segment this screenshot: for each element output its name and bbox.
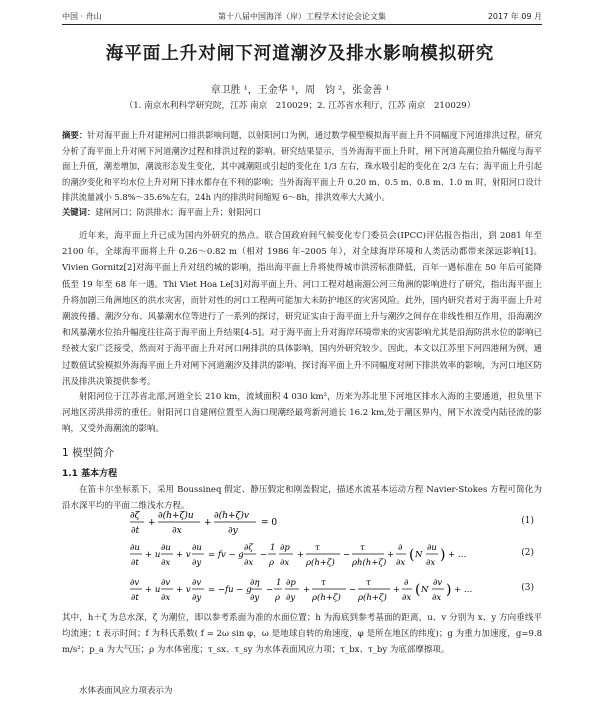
- header-date: 2017 年 09 月: [487, 12, 542, 21]
- svg-text:N: N: [415, 550, 423, 560]
- abstract: [62, 128, 542, 206]
- svg-text:): ): [440, 547, 446, 563]
- svg-text:∂x: ∂x: [161, 558, 171, 568]
- abstract-label: 摘要：: [62, 130, 88, 140]
- svg-text:+: +: [204, 518, 212, 528]
- svg-text:∂y: ∂y: [192, 593, 202, 603]
- svg-text:∂x: ∂x: [402, 593, 412, 603]
- equation-x-momentum: [130, 540, 538, 570]
- svg-text:∂v: ∂v: [161, 578, 171, 588]
- svg-text:∂x: ∂x: [280, 558, 290, 568]
- svg-text:∂y: ∂y: [228, 526, 238, 536]
- svg-text:+: +: [297, 550, 305, 560]
- svg-text:+ v: + v: [176, 550, 191, 560]
- svg-text:ρ(h+ζ): ρ(h+ζ): [306, 558, 335, 568]
- equation-continuity: [130, 508, 538, 538]
- wind-stress-intro: 水体表面风应力项表示为: [79, 686, 173, 696]
- svg-text:τ: τ: [321, 578, 326, 588]
- keywords: [62, 205, 542, 219]
- svg-text:∂x: ∂x: [244, 558, 254, 568]
- svg-text:−: −: [343, 550, 351, 560]
- svg-text:= −fu − g: = −fu − g: [208, 585, 252, 595]
- method-paragraph: 在笛卡尔坐标系下，采用 Boussineq 假定、静压假定和刚盖假定，描述水流基本运动方程 Navier-Stokes 方程可简化为沿水深平均的平面二维浅水方程。: [62, 485, 542, 512]
- svg-text:τ: τ: [366, 578, 371, 588]
- svg-text:= 0: = 0: [261, 518, 278, 528]
- equation-number: (3): [521, 583, 534, 593]
- subsection-heading: 1.1 基本方程: [62, 469, 118, 479]
- svg-text:ρ(h+ζ): ρ(h+ζ): [358, 593, 387, 603]
- svg-text:∂y: ∂y: [192, 558, 202, 568]
- svg-text:∂x: ∂x: [426, 558, 436, 568]
- svg-text:∂: ∂: [404, 578, 409, 588]
- author-list: 章卫胜 ¹，王金华 ¹，周 钧 ²，张金善 ¹: [210, 85, 390, 96]
- svg-text:∂y: ∂y: [250, 593, 260, 603]
- svg-text:∂v: ∂v: [192, 578, 202, 588]
- abstract-text: 针对海平面上升对建闸河口排洪影响问题，以射阳河口为例，通过数学模型模拟海平面上升不同幅度下河道排洪过程，研究分析了海平面上升对闸下河道潮汐过程和排洪过程的影响。研究结果显示，当外海海平面上升时，闸下河道高潮位抬升幅度与海平面上升值，潮差增加，潮波形态发生变化，其中减潮阻或引起的变化在 1/3 左右，珠水吸引起的变化在 2/3 左右；海平面上升引起的潮汐变化和平均水位上升对闸下排水都存在不利的影响；当外海海平面上升 0.20 m、0.5 m、0.8 m、1.0 m 时，射阳河口设计排洪流量减小 5.8%～35.6%左右，24h 内的排洪时间缩短 6～8h，排洪效率大大减小。: [62, 130, 542, 202]
- intro-paragraph-2: 射阳河位于江苏省北部,河道全长 210 km，流域面积 4 030 km²，历来为苏北里下河地区排水入海的主要通道，担负里下河地区涝洪排涝的重任。射阳河口自建闸位置至入海口现潮经最弯新河道长 16.2 km,处于潮区界内，闸下水流受内陆径流的影响，又受外海潮流的影响。: [62, 392, 542, 435]
- svg-text:+ u: + u: [145, 585, 161, 595]
- keywords-text: 建闸河口；防洪排水；海平面上升；射阳河口: [95, 207, 262, 217]
- svg-text:1: 1: [270, 543, 276, 553]
- svg-text:ρ: ρ: [275, 593, 280, 603]
- svg-text:ρh(h+ζ): ρh(h+ζ): [352, 558, 387, 568]
- svg-text:(: (: [409, 547, 415, 563]
- svg-text:∂x: ∂x: [172, 526, 182, 536]
- svg-text:∂ζ: ∂ζ: [130, 511, 140, 521]
- header-location: 中国 · 舟山: [62, 12, 102, 21]
- svg-text:+: +: [387, 550, 395, 560]
- svg-text:∂v: ∂v: [433, 578, 443, 588]
- affiliations: （1. 南京水利科学研究院，江苏 南京 210029；2. 江苏省水利厅，江苏 南京 210029）: [124, 101, 476, 111]
- svg-text:+ …: + …: [448, 550, 467, 560]
- svg-text:∂(h+ζ)v: ∂(h+ζ)v: [214, 511, 249, 521]
- svg-text:∂v: ∂v: [130, 578, 140, 588]
- svg-text:∂u: ∂u: [427, 543, 437, 553]
- svg-text:∂p: ∂p: [286, 578, 296, 588]
- svg-text:∂ζ: ∂ζ: [244, 543, 254, 553]
- svg-text:∂u: ∂u: [192, 543, 202, 553]
- paper-title: 海平面上升对闸下河道潮汐及排水影响模拟研究: [105, 44, 495, 64]
- svg-text:1: 1: [276, 578, 282, 588]
- svg-text:∂x: ∂x: [396, 558, 406, 568]
- svg-text:+ …: + …: [454, 585, 473, 595]
- svg-text:ρ(h+ζ): ρ(h+ζ): [312, 593, 341, 603]
- svg-text:∂x: ∂x: [432, 593, 442, 603]
- svg-text:+ v: + v: [176, 585, 191, 595]
- svg-text:+: +: [148, 518, 156, 528]
- svg-text:(: (: [415, 582, 421, 598]
- svg-text:∂t: ∂t: [131, 526, 140, 536]
- equation-number: (1): [521, 516, 534, 526]
- section-heading: 1 模型简介: [62, 447, 115, 459]
- svg-text:∂x: ∂x: [161, 593, 171, 603]
- svg-text:∂(h+ζ)u: ∂(h+ζ)u: [158, 511, 194, 521]
- svg-text:+: +: [303, 585, 311, 595]
- svg-text:∂: ∂: [398, 543, 403, 553]
- svg-text:τ: τ: [315, 543, 320, 553]
- running-header: [62, 10, 542, 24]
- svg-text:τ: τ: [360, 543, 365, 553]
- svg-text:∂t: ∂t: [131, 593, 139, 603]
- keywords-label: 关键词：: [62, 207, 96, 217]
- svg-text:ρ: ρ: [269, 558, 274, 568]
- svg-text:= fv − g: = fv − g: [208, 550, 244, 560]
- svg-text:∂u: ∂u: [161, 543, 171, 553]
- header-proceedings: 第十八届中国海洋（岸）工程学术讨论会论文集: [218, 12, 386, 21]
- svg-text:): ): [446, 582, 452, 598]
- svg-text:∂t: ∂t: [131, 558, 139, 568]
- svg-text:∂η: ∂η: [250, 578, 260, 588]
- svg-text:+ u: + u: [145, 550, 161, 560]
- svg-text:∂u: ∂u: [130, 543, 140, 553]
- equation-y-momentum: [130, 575, 538, 605]
- svg-text:N: N: [421, 585, 429, 595]
- svg-text:−: −: [260, 550, 268, 560]
- svg-text:−: −: [266, 585, 274, 595]
- svg-text:+: +: [393, 585, 401, 595]
- svg-text:∂p: ∂p: [280, 543, 290, 553]
- svg-text:−: −: [349, 585, 357, 595]
- equation-number: (2): [521, 548, 534, 558]
- intro-paragraph-1: 近年来，海平面上升已成为国内外研究的热点。联合国政府间气候变化专门委员会(IPCC)评估报告指出，到 2081 年至 2100 年，全球海平面将上升 0.26～0.82 m（相对 1986 年–2005 年），对全球海岸环境和人类活动都带来深远影响[1]。Vivien Gornitz[2]对海平面上升对纽约城的影响，指出海平面上升将使得城市洪涝标准降低，百年一遇标准在 50 年后可能降低至 19 年至 68 年一遇。Thi Viet Hoa Le[3]对海平面上升、河口工程对越南湄公河三角洲的影响进行了研究，指出海平面上升将加剧三角洲地区的洪水灾害，而针对性的河口工程两可能加大未防护地区的灾害风险。此外，国内研究者对于海平面上升对潮波传播、潮汐分布、风暴潮水位等进行了一系列的探讨，研究证实由于海平面上升与潮汐之间存在非线性相互作用，沿海潮汐和风暴潮水位抬升幅度往往高于海平面上升结果[4-5]。对于海平面上升对海岸环境带来的灾害影响尤其是沿海防洪水位的影响已经被大家广泛接受，然而对于海平面上升对河口闸排洪的具体影响，国内外研究较少。因此，本文以江苏里下河四港闸为例，通过数值试验模拟外海海平面上升对闸下河道潮汐及排洪的影响，探讨海平面上升不同幅度对闸下排洪效率的影响，为河口地区防汛及排洪决策提供参考。: [62, 231, 542, 387]
- svg-text:∂y: ∂y: [286, 593, 296, 603]
- header-rule: [62, 24, 542, 25]
- symbol-definitions: 其中，h＋ζ 为总水深，ζ 为潮位，即以参考系面为准的水面位置；h 为海底到参考基面的距离，u、v 分别为 x、y 方向垂线平均流速；t 表示时间；f 为科氏系数( f = 2ω sin φ，ω 是地球自转的角速度，φ 是所在地区的纬度)；g 为重力加速度，g=9.8 m/s²；p_a 为大气压；ρ 为水体密度；τ_sx、τ_sy 为水体表面风应力项；τ_bx、τ_by 为底部摩擦项。: [62, 613, 542, 656]
